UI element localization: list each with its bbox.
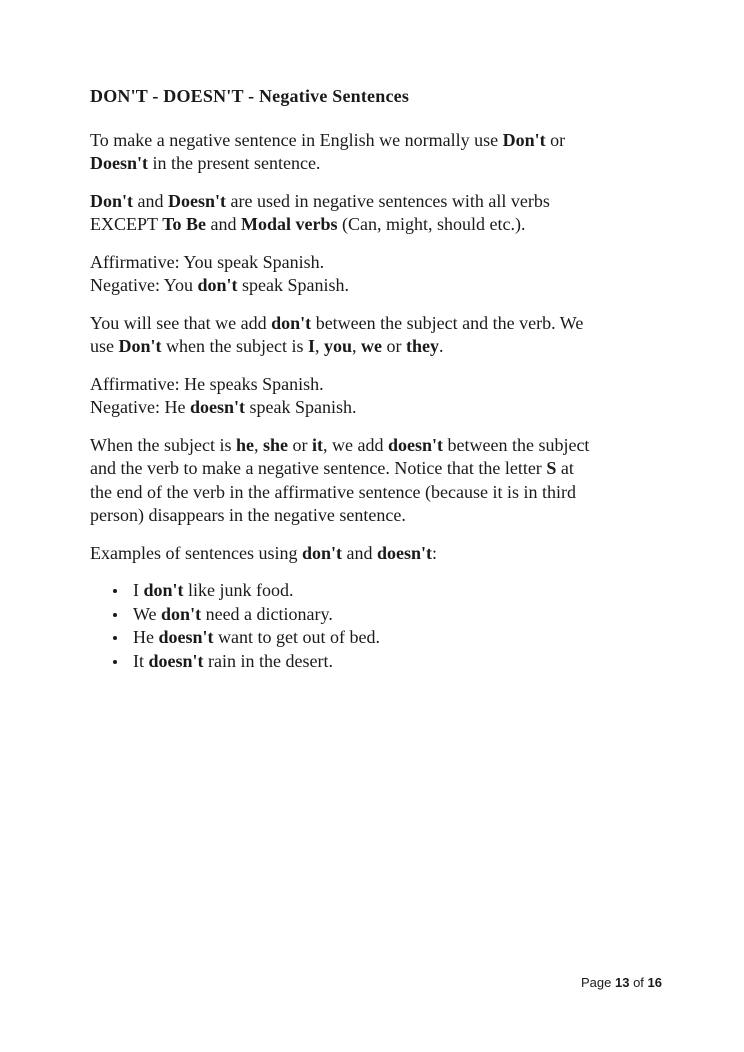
text-run: , (253, 434, 263, 455)
text-run-bold: doesn't (189, 397, 245, 417)
text-run: and the verb to make a negative sentence. Notice that the letter (90, 458, 547, 478)
text-run: It (133, 650, 149, 671)
text-run: (Can, might, should etc.). (337, 214, 526, 234)
text-run: want to get out of bed. (213, 627, 380, 647)
text-run: To make a negative sentence in English we normally use (90, 129, 503, 150)
text-run: like junk food. (183, 580, 294, 600)
text-run: , (315, 336, 325, 356)
text-run: in the present sentence. (148, 153, 321, 173)
text-run-bold: Doesn't (90, 153, 148, 173)
text-run-bold: Modal verbs (241, 214, 338, 234)
text-run: person) disappears in the negative sentence. (90, 505, 406, 525)
paragraph-example-he (90, 373, 702, 420)
text-run-bold: it (311, 434, 323, 455)
paragraph-intro (90, 129, 702, 176)
text-run: between the subject (442, 434, 590, 455)
text-run: When the subject is (90, 434, 236, 455)
paragraph-examples-intro (90, 542, 702, 566)
text-run: are used in negative sentences with all verbs (226, 190, 550, 211)
text-run-bold: you (324, 336, 353, 356)
text-run: speak Spanish. (237, 275, 350, 295)
text-run: or (545, 129, 566, 150)
text-run-bold: S (546, 458, 557, 478)
list-item (90, 626, 702, 650)
footer-label: Page (581, 975, 615, 990)
total-pages: 16 (647, 975, 662, 990)
text-run-bold: they (406, 336, 440, 356)
text-run-bold: I (308, 336, 316, 356)
text-run: between the subject and the verb. We (311, 312, 584, 333)
list-item (90, 579, 702, 603)
text-run-bold: doesn't (148, 650, 204, 671)
text-run: Affirmative: You speak Spanish. (90, 251, 325, 272)
paragraph-dont-explanation (90, 312, 702, 359)
text-run: or (382, 336, 407, 356)
text-run-bold: Doesn't (168, 190, 227, 211)
text-run: when the subject is (161, 336, 308, 356)
paragraph-usage-rule (90, 190, 702, 237)
text-run: . (439, 336, 444, 356)
text-run-bold: Don't (502, 129, 546, 150)
text-run: at (556, 458, 574, 478)
text-run-bold: he (235, 434, 254, 455)
text-run-bold: doesn't (158, 627, 214, 647)
text-run: and (341, 542, 377, 563)
text-run-bold: To Be (162, 214, 207, 234)
text-run: need a dictionary. (201, 603, 333, 624)
text-run: Affirmative: He speaks Spanish. (90, 373, 324, 394)
text-run: Negative: He (90, 397, 190, 417)
paragraph-example-you (90, 251, 702, 298)
text-run: EXCEPT (90, 214, 163, 234)
text-run-bold: doesn't (376, 542, 432, 563)
text-run-bold: don't (161, 603, 202, 624)
text-run: or (287, 434, 312, 455)
text-run: speak Spanish. (244, 397, 357, 417)
text-run: use (90, 336, 119, 356)
text-run-bold: don't (143, 580, 184, 600)
footer-separator: of (629, 975, 648, 990)
example-sentence-list (90, 579, 702, 673)
text-run-bold: we (361, 336, 383, 356)
text-run: and (133, 190, 169, 211)
text-run: rain in the desert. (203, 650, 333, 671)
text-run: We (133, 603, 162, 624)
document-title: DON'T - DOESN'T - Negative Sentences (90, 86, 410, 106)
text-run: Examples of sentences using (90, 542, 302, 563)
text-run-bold: don't (197, 275, 238, 295)
text-run-bold: don't (271, 312, 312, 333)
document-page (90, 85, 702, 673)
text-run-bold: doesn't (387, 434, 443, 455)
text-run-bold: Don't (118, 336, 162, 356)
text-run-bold: don't (301, 542, 342, 563)
text-run: , we add (322, 434, 388, 455)
text-run: and (206, 214, 242, 234)
text-run-bold: Don't (90, 190, 134, 211)
text-run: Negative: You (90, 275, 198, 295)
list-item (90, 603, 702, 627)
paragraph-doesnt-explanation (90, 434, 702, 528)
text-run: the end of the verb in the affirmative sentence (because it is in third (90, 481, 576, 502)
text-run: I (133, 580, 144, 600)
text-run: : (432, 542, 438, 563)
page-footer (581, 975, 662, 990)
page-number: 13 (614, 975, 630, 990)
text-run: , (352, 336, 362, 356)
text-run: You will see that we add (90, 312, 272, 333)
text-run-bold: she (262, 434, 288, 455)
list-item (90, 650, 702, 674)
text-run: He (133, 627, 159, 647)
